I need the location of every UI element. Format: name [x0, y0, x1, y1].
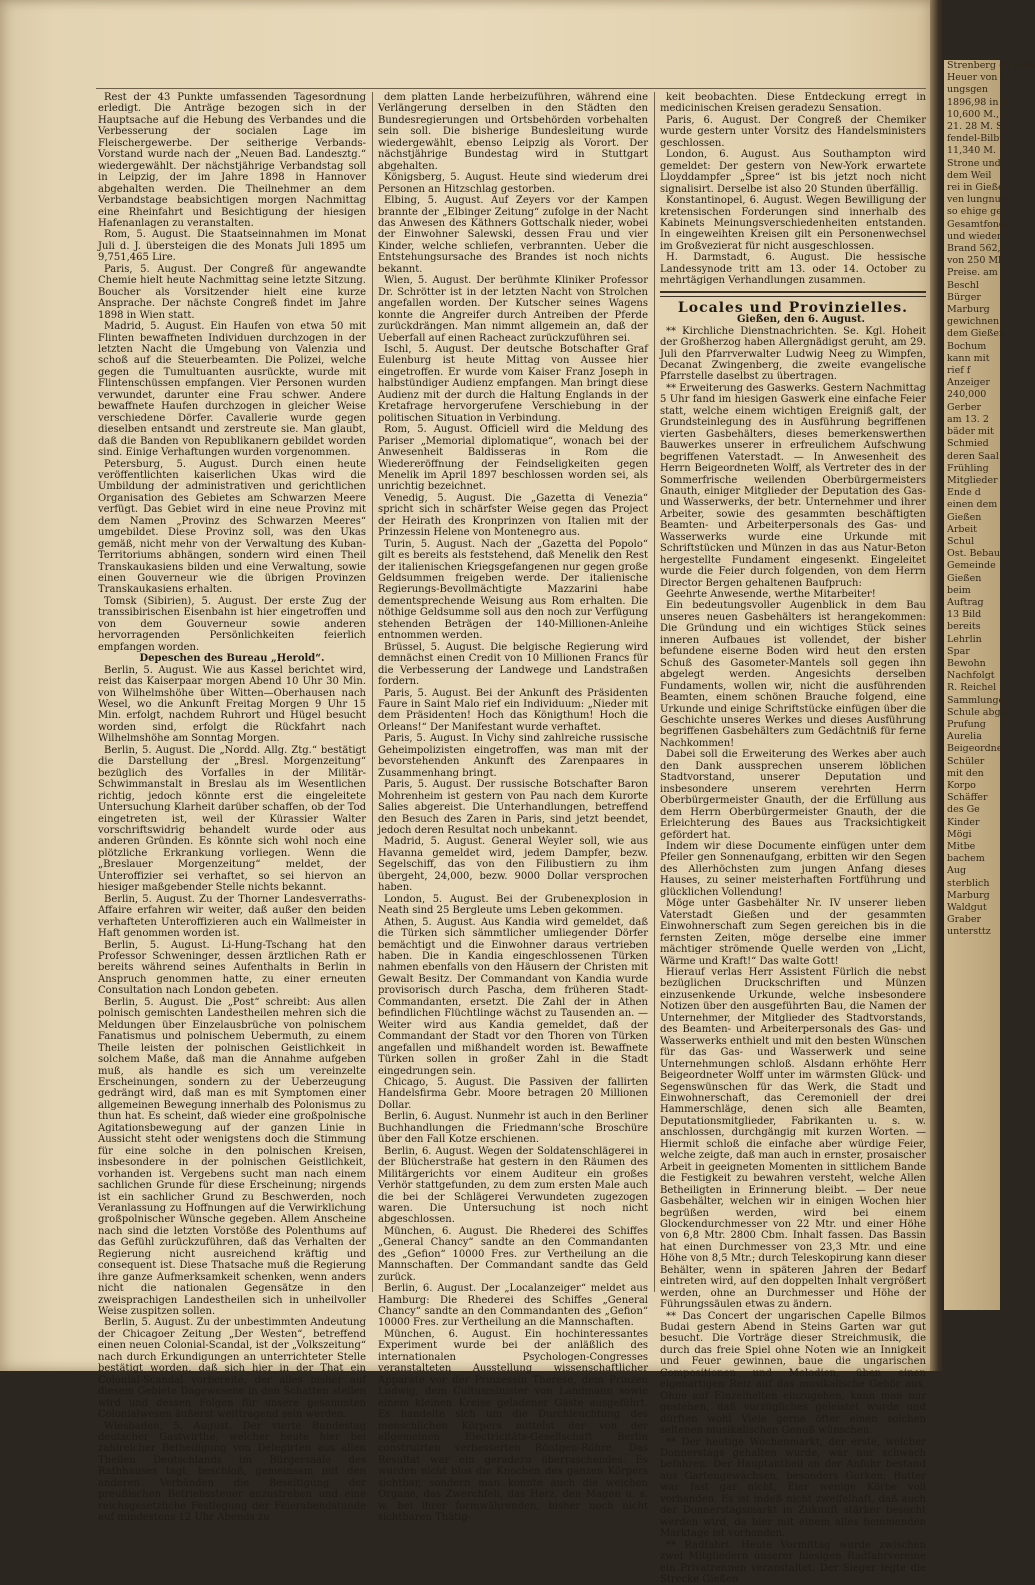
adjacent-page-line: Bochum	[947, 340, 987, 352]
article-paragraph: Berlin, 5. August. Zu der unbestimmten Andeutung der Chicagoer Zeitung „Der Westen“, betreffend einen neuen Colonial-Scandal, ist der „Volkszeitung“ nach durch Erkundigungen an unterrichteter Stelle bestätigt worden, daß sich hier in der That ein Colonial-Scandal vorbereite, der alles bisher auf diesem Gebiete Dagewesene in den Schatten stellen wird und dessen Folgen für unsere gesammten Colonialwesen äußerst weittragend sein werden.	[98, 1317, 366, 1421]
article-paragraph: ** Der heutige Wochenmarkt, der erste, welcher Donnerstags gehalten wurde, war nur schwach befahren. Der Hauptantheil an der Anfuhr bestand aus Gartengewächsen, besonders Gurken; Butter war fast gar nicht, Eier wenige Körbe voll vorhanden. Es ist indeß nicht zweifelhaft, daß auch der Donnerstagsmarkt in Zukunft stärker besucht werden wird, da hier mit einem alles hemmenden Marktage ist vorhanden.	[660, 1436, 926, 1540]
adjacent-page-line: rief f	[947, 365, 971, 377]
adjacent-page-line: 21. 28 M. Str	[947, 121, 1011, 133]
article-paragraph: Turin, 5. August. Nach der „Gazetta del Popolo“ gilt es bereits als feststehend, daß Menelik den Rest der italienischen Kriegsgefangenen nur gegen große Geldsummen freigeben werde. Der italienische Regierungs-Bevollmächtigte Mazzarini habe dementsprechende Weisung aus Rom erhalten. Die nöthige Geldsumme soll aus den noch zur Verfügung stehenden Beträgen der 140-Millionen-Anleihe entnommen werden.	[378, 538, 648, 642]
article-paragraph: Madrid, 5. August. Ein Haufen von etwa 50 mit Flinten bewaffneten Individuen durchzogen in der letzten Nacht die Umgebung von Valenzia und schoß auf die Steuerbeamten. Die Polizei, welche gegen die Tumultuanten ausrückte, wurde mit Flintenschüssen empfangen. Vier Personen wurden verwundet, darunter eine Frau schwer. Andere bewaffnete Haufen durchzogen in gleicher Weise verschiedene Dörfer. Cavallerie wurde gegen dieselben entsandt und zerstreute sie. Man glaubt, daß die Banden von Republikanern gebildet worden sind. Einige Verhaftungen wurden vorgenommen.	[98, 321, 366, 459]
adjacent-page-line: 10,600 M., in	[947, 108, 1012, 120]
column-rule-2	[654, 92, 655, 1292]
adjacent-page-line: am 13. 2	[947, 413, 989, 425]
adjacent-page-line: des Ge	[947, 804, 980, 816]
adjacent-page-line: einen dem	[947, 499, 998, 511]
article-paragraph: Wien, 5. August. Der berühmte Kliniker Professor Dr. Schrötter ist in der letzten Nacht von Strolchen angefallen worden. Der Kutscher seines Wagens konnte die Angreifer durch Antreiben der Pferde zurückdrängen. Man nimmt allgemein an, daß der Ueberfall auf einen Racheact zurückzuführen sei.	[378, 275, 648, 344]
article-paragraph: Dabei soll die Erweiterung des Werkes aber auch den Dank aussprechen unserem löblichen Stadtvorstand, unserer Deputation und insbesondere unserem verehrten Herrn Oberbürgermeister Gnauth, der die Erfüllung aus dem Herrn Oberbürgermeister Gnauth, der die Erleichterung des Baues aus Tracksichtigkeit gefördert hat.	[660, 749, 926, 841]
adjacent-page-line: Marburg	[947, 889, 990, 901]
adjacent-page-line: Frühling	[947, 462, 989, 474]
article-paragraph: Venedig, 5. August. Die „Gazetta di Venezia“ spricht sich in schärfster Weise gegen das Project der Heirath des Kronprinzen von Italien mit der Prinzessin Helene von Montenegro aus.	[378, 492, 648, 539]
article-paragraph: Tomsk (Sibirien), 5. August. Der erste Zug der transsibirischen Eisenbahn ist hier eingetroffen und von dem Gouverneur sowie anderen hervorragenden Persönlichkeiten feierlich empfangen worden.	[98, 595, 366, 653]
adjacent-page-line: bereits	[947, 621, 981, 633]
article-paragraph: H. Darmstadt, 6. August. Die hessische Landessynode tritt am 13. oder 14. October zu mehrtägigen Verhandlungen zusammen.	[660, 252, 926, 287]
article-paragraph: Berlin, 6. August. Der „Localanzeiger“ meldet aus Hamburg: Die Rhederei des Schiffes „General Chancy“ sandte an den Commandanten des „Gefion“ 10000 Fres. zur Vertheilung an die Mannschaften.	[378, 1283, 648, 1329]
adjacent-page-line: Heuer von 150	[947, 72, 1019, 84]
adjacent-page-line: Beigeordnet	[947, 743, 1007, 755]
adjacent-page-line: 240,000	[947, 389, 987, 401]
adjacent-page-line: 11,340 M.	[947, 145, 997, 157]
adjacent-page-line: Strone und	[947, 157, 1001, 169]
column-3	[660, 92, 926, 1585]
article-paragraph: Hierauf verlas Herr Assistent Fürlich die nebst bezüglichen Druckschriften und Münzen einzusenkende Urkunde, welche insbesondere Notizen über den ausgeführten Bau, die Namen der Unternehmer, der Mitglieder des Stadtvorstands, des Beamten- und Arbeiterpersonals des Gas- und Wasserwerks enthielt und mit den besten Wünschen für das Gas- und Wasserwerk und seine Unternehmungen schloß. Alsdann erhöhte Herr Beigeordneter Wolff unter im wärmsten Glück- und Segenswünschen für das Werk, die Stadt und Einwohnerschaft, das Ceremoniell der drei Hammerschläge, denen sich alle Beamten, Deputationsmitglieder, Fabrikanten u. s. w. anschlossen, durchgängig mit kurzen Worten. — Hiermit schloß die einfache aber würdige Feier, welche zeigte, daß man auch in ernster, prosaischer Arbeit in geeigneten Momenten in sittlichem Bande die Festigkeit zu bewahren versteht, welche Allen Betheiligten in Erinnerung bleibt. — Der neue Gasbehälter, welchen wir in einigen Wochen hier begrüßen werden, wird bei einem Glockendurchmesser von 22 Mtr. und einer Höhe von 6,8 Mtr. 2800 Cbm. Inhalt fassen. Das Bassin hat einen Durchmesser von 23,3 Mtr. und eine Höhe von 8,5 Mtr.; durch Teleskopirung kann dieser Behälter, wenn in späteren Jahren der Bedarf eintreten wird, auf den doppelten Inhalt vergrößert werden, ohne an Durchmesser und Höhe der Führungssäulen etwas zu ändern.	[660, 966, 926, 1311]
article-paragraph: Paris, 5. August. Bei der Ankunft des Präsidenten Faure in Saint Malo rief ein Individuum: „Nieder mit dem Präsidenten! Hoch das Königthum! Hoch die Orleans!“ Der Manifestant wurde verhaftet.	[378, 687, 648, 733]
adjacent-page-line: dem Weil	[947, 169, 992, 181]
article-paragraph: Berlin, 5. August. Zu der Thorner Landesverraths-Affaire erfahren wir weiter, daß außer den beiden verhafteten Unteroffizieren auch ein Wallmeister in Haft genommen worden ist.	[98, 893, 366, 940]
adjacent-page-line: Schüler	[947, 755, 985, 767]
adjacent-page-line: Auftrag	[947, 596, 984, 608]
adjacent-page-line: Korpo	[947, 779, 976, 791]
column-rule-1	[372, 92, 373, 1292]
adjacent-page-line: und wieder	[947, 230, 1002, 242]
adjacent-page-line: deren Saal	[947, 450, 999, 462]
adjacent-page-line: 13 Bild	[947, 609, 982, 621]
article-paragraph: London, 6. August. Aus Southampton wird gemeldet: Der gestern von New-York erwartete Lloyddampfer „Spree“ ist bis jetzt noch nicht signalisirt. Derselbe ist also 20 Stunden überfällig.	[660, 149, 926, 195]
column-2	[378, 92, 648, 1524]
adjacent-page-line: Schule abgeb	[947, 706, 1013, 718]
article-paragraph: Indem wir diese Documente einfügen unter dem Pfeiler gen Sonnenaufgang, erbitten wir den Segen des Allerhöchsten zum jungen Anfang dieses Hauses, zu seiner meisterhaften Fortführung und glücklichen Vollendung!	[660, 841, 926, 898]
adjacent-page-line: Gießen	[947, 511, 982, 523]
adjacent-page-line: 1896,98 in b	[947, 96, 1008, 108]
adjacent-page-line: Anzeiger	[947, 377, 990, 389]
adjacent-page-line: Mitbe	[947, 841, 976, 852]
adjacent-page-line: Nachfolgt	[947, 670, 995, 682]
article-paragraph: Berlin, 6. August. Wegen der Soldatenschlägerei in der Blücherstraße hat gestern in den Räumen des Militärgerichts vor einem Auditeur ein großes Verhör stattgefunden, zu dem zum ersten Male auch die bei der Schlägerei Verwundeten zugezogen waren. Die Untersuchung ist noch nicht abgeschlossen.	[378, 1145, 648, 1226]
adjacent-page-line: Beschl	[947, 279, 979, 291]
article-paragraph: Ein bedeutungsvoller Augenblick in dem Bau unseres neuen Gasbehälters ist herangekommen: Die Gründung und ein wichtiges Stück seines inneren Aufbaues ist vollendet, der bisher befundene eiserne Boden wird heut den ersten Schuß des Gasometer-Mantels soll gegen ihn abgelegt werden. Angesichts derselben Fundaments, wollen wir, nicht die ausführenden Beamten, einem schönen Brauche folgend, eine Urkunde und einige Schriftstücke einfügen über die Geschichte unseres Werkes und dieses Ausführung begriffenen Gasbehälters zum Gedächtniß für ferne Nachkommen!	[660, 600, 926, 749]
article-paragraph: München, 6. August. Die Rhederei des Schiffes „General Chancy“ sandte an den Commandanten des „Gefion“ 10000 Fres. zur Vertheilung an die Mannschaften. Der Commandant sandte das Geld zurück.	[378, 1225, 648, 1283]
article-paragraph: Berlin, 6. August. Nunmehr ist auch in den Berliner Buchhandlungen die Friedmann'sche Broschüre über den Fall Kotze erschienen.	[378, 1111, 648, 1146]
article-paragraph: Berlin, 5. August. Die „Nordd. Allg. Ztg.“ bestätigt die Darstellung der „Bresl. Morgenzeitung“ bezüglich des Vorfalles in der Militär-Schwimmanstalt in Breslau als im Wesentlichen richtig, jedoch könnte erst die eingeleitete Untersuchung Klarheit darüber schaffen, ob der Tod eingetreten ist, weil der Kürassier Walter vorschriftswidrig behandelt wurde oder aus anderen Gründen. Es könnte sich wohl noch eine plötzliche Erkrankung vorliegen. Wenn die „Breslauer Morgenzeitung“ meldet, der Unteroffizier sei verhaftet, so sei hiervon an hiesiger maßgebender Stelle nichts bekannt.	[98, 744, 366, 894]
article-paragraph: Brüssel, 5. August. Die belgische Regierung wird demnächst einen Credit von 10 Millionen Francs für die Verbesserung der Landwege und Landstraßen fordern.	[378, 641, 648, 688]
adjacent-page-line: Lehrlin	[947, 633, 982, 645]
adjacent-page-line: Mögi	[947, 828, 972, 840]
article-paragraph: Geehrte Anwesende, werthe Mitarbeiter!	[666, 589, 876, 601]
adjacent-page-line: Spar	[947, 645, 970, 657]
adjacent-page-line: Gemeinde	[947, 560, 996, 572]
adjacent-page-line: so ehige geb	[947, 206, 1008, 218]
article-paragraph: Paris, 6. August. Der Congreß der Chemiker wurde gestern unter Vorsitz des Handelsministers geschlossen.	[660, 114, 926, 149]
article-paragraph: Madrid, 5. August. General Weyler soll, wie aus Havanna gemeldet wird, jedem Dampfer, bezw. Segelschiff, das von den Filibustiern zu ihm übergeht, 24,000, bezw. 9000 Dollar versprochen haben.	[378, 836, 648, 894]
book-gutter	[930, 0, 944, 1371]
adjacent-page-line: ven lungnud	[947, 194, 1007, 206]
adjacent-page-line: Bürger	[947, 291, 981, 303]
adjacent-page-line: Bewohn	[947, 657, 986, 669]
adjacent-page-line: Strenberg (G Bilin	[947, 60, 1035, 71]
dateline: Gießen, den 6. August.	[737, 314, 865, 326]
article-paragraph: dem platten Lande herbeizuführen, während eine Verlängerung derselben in den Städten den Bundesregierungen und Ortsbehörden vorbehalten sein soll. Die bisherige Bundesleitung wurde wiedergewählt, ebenso Leipzig als Vorort. Der nächstjährige Bundestag wird in Stuttgart abgehalten.	[378, 92, 648, 172]
adjacent-page-line: Ost. Bebau	[947, 548, 1000, 560]
adjacent-page-line: Gießen	[947, 572, 982, 584]
adjacent-page-line: Prufung	[947, 718, 986, 730]
adjacent-page-line: Gesamtfonde	[947, 218, 1011, 230]
adjacent-page-line: Waldgut	[947, 902, 987, 914]
article-paragraph: Rest der 43 Punkte umfassenden Tagesordnung erledigt. Die Anträge bezogen sich in der Hauptsache auf die Hebung des Verbandes und die Verbesserung der socialen Lage im Fleischergewerbe. Der seitherige Verbands-Vorstand wurde nach der „Neuen Bad. Landesztg.“ wiedergewählt. Der nächstjährige Verbandstag soll in Leipzig, der im Jahre 1898 in Hannover abgehalten werden. Die Theilnehmer an dem Verbandstage beabsichtigen morgen Nachmittag eine Rheinfahrt und Besichtigung der hiesigen Hafenanlagen zu veranstalten.	[98, 92, 366, 229]
adjacent-page-line: Schäffer	[947, 792, 988, 804]
article-paragraph: Königsberg, 5. August. Heute sind wiederum drei Personen an Hitzschlag gestorben.	[378, 172, 648, 195]
adjacent-page-line: untersttz	[947, 926, 991, 938]
article-paragraph: Paris, 5. August. Der Congreß für angewandte Chemie hielt heute Nachmittag seine letzte Sitzung. Boucher als Vorsitzender hielt eine kurze Ansprache. Der nächste Congreß findet im Jahre 1898 in Wien statt.	[98, 263, 366, 321]
article-paragraph: ** Radfahrt. Heute Vormittag wurde zwischen zwei Mitgliedern unserer hiesigen Radfahrvereine ein Privatrennen veranstaltet. Der Sieger legte die Strecke Gießen	[660, 1539, 926, 1585]
article-paragraph: Ischl, 5. August. Der deutsche Botschafter Graf Eulenburg ist heute Mittag von Aussee hier eingetroffen. Er wurde vom Kaiser Franz Joseph in halbstündiger Audienz empfangen. Man bringt diese Audienz mit der durch die Haltung Englands in der Kretafrage hervorgerufene Verschiebung in der politischen Situation in Verbindung.	[378, 343, 648, 424]
article-paragraph: Petersburg, 5. August. Durch einen heute veröffentlichten kaiserlichen Ukas wird die Umbildung der administrativen und gerichtlichen Organisation des Gebietes am Schwarzen Meere verfügt. Das Gebiet wird in eine neue Provinz mit dem Namen „Provinz des Schwarzen Meeres“ umgebildet. Diese Provinz soll, was den Ukas gemäß, nicht mehr von der Verwaltung des Kuban-Territoriums abhängen, sondern wird einen Theil Transkaukasiens bilden und eine Verwaltung, sowie einen Gouverneur wie die übrigen Provinzen Transkaukasiens erhalten.	[98, 458, 366, 596]
adjacent-page-line: Sammlungen	[947, 694, 1011, 706]
column-1	[98, 92, 366, 1524]
adjacent-page-line: gewichnen	[947, 316, 1000, 328]
article-paragraph: Möge unter Gasbehälter Nr. IV unserer lieben Vaterstadt Gießen und der gesammten Einwohnerschaft zum Segen gereichen bis in die fernsten Zeiten, möge derselbe eine immer mächtiger strömende Quelle werden von „Licht, Wärme und Kraft!“ Das walte Gott!	[660, 898, 926, 967]
adjacent-page-line: dem Gießen	[947, 328, 1006, 340]
article-paragraph: Chicago, 5. August. Die Passiven der fallirten Handelsfirma Gebr. Moore betragen 20 Millionen Dollar.	[378, 1076, 648, 1111]
adjacent-page-line: beim	[947, 584, 971, 596]
article-paragraph: ** Kirchliche Dienstnachrichten. Se. Kgl. Hoheit der Großherzog haben Allergnädigst geruht, am 29. Juli den Pfarrverwalter Ludwig Neeg zu Wimpfen, Decanat Zwingenberg, die zweite evangelische Pfarrstelle daselbst zu übertragen.	[660, 325, 926, 383]
article-paragraph: Rom, 5. August. Officiell wird die Meldung des Pariser „Memorial diplomatique“, wonach bei der Anwesenheit Baldisseras in Rom die Wiedereröffnung der Feindseligkeiten gegen Menelik im April 1897 beschlossen worden sei, als unrichtig bezeichnet.	[378, 424, 648, 493]
top-rule	[96, 88, 926, 89]
section-heading-herold: Depeschen des Bureau „Herold“.	[139, 653, 325, 665]
article-paragraph: Rom, 5. August. Die Staatseinnahmen im Monat Juli d. J. übersteigen die des Monats Juli 1895 um 9,751,465 Lire.	[98, 229, 366, 264]
section-heading-locales: Locales und Provinzielles.	[677, 299, 909, 316]
adjacent-page-line: Schul	[947, 535, 975, 547]
adjacent-page-line: sterblich	[947, 877, 990, 889]
article-paragraph: Berlin, 5. August. Li-Hung-Tschang hat den Professor Schweninger, dessen ärztlichen Rath er bereits während seines Aufenthalts in Berlin in Anspruch genommen hatte, zu einer erneuten Consultation nach London gebeten.	[98, 939, 366, 997]
adjacent-page-line: Aurelia	[947, 731, 982, 743]
adjacent-page-line: ungsgen	[947, 84, 989, 96]
adjacent-page-line: Graber	[947, 914, 982, 926]
adjacent-page-line: Mitglieder	[947, 474, 998, 486]
article-paragraph: ** Erweiterung des Gaswerks. Gestern Nachmittag 5 Uhr fand im hiesigen Gaswerk eine einfache Feier statt, welche einem wichtigen Ereigniß galt, der Grundsteinlegung des in Ausführung begriffenen vierten Gasbehälters, dieses bemerkenswerthen Bauwerkes unserer in erfreulichem Aufschwung begriffenen Vaterstadt. — In Anwesenheit des Herrn Beigeordneten Wolff, als Vertreter des in der Sommerfrische weilenden Oberbürgermeisters Gnauth, einiger Mitglieder der Deputation des Gas- und Wasserwerks, der betr. Unternehmer und ihrer Arbeiter, sowie des gesammten beschäftigten Beamten- und Arbeiterpersonals des Gas- und Wasserwerks wurde eine Urkunde mit Schriftstücken und Münzen in das aus Natur-Beton hergestellte Fundament eingesenkt. Eingeleitet wurde die Feier durch folgenden, von dem Herrn Director Bergen gehaltenen Baufpruch:	[660, 382, 926, 589]
adjacent-page-line: Aug	[947, 865, 967, 877]
article-paragraph: Paris, 5. August. Der russische Botschafter Baron Mohrenheim ist gestern von Pau nach dem Kurorte Salies abgereist. Die Unterhandlungen, betreffend den Besuch des Zaren in Paris, sind jetzt beendet, jedoch deren Resultat noch unbekannt.	[378, 779, 648, 836]
adjacent-page-fragment	[944, 60, 1035, 1310]
adjacent-page-line: rei in Gießen	[947, 182, 1010, 194]
article-paragraph: Berlin, 5. August. Die „Post“ schreibt: Aus allen polnisch gemischten Landestheilen mehren sich die Meldungen über Einzelausbrüche von polnischem Fanatismus und polnischem Uebermuth, zu einem Theile leisten der polnischen Geistlichkeit in solchem Maße, daß man die Annahme aufgeben muß, als handle es sich um vereinzelte Erscheinungen, sondern zu der Ueberzeugung gedrängt wird, daß man es mit Symptomen einer allgemeinen Bewegung innerhalb des Polonismus zu thun hat. Es scheint, daß wieder eine großpolnische Agitationsbewegung auf der ganzen Linie in Aussicht steht oder wenigstens doch die Stimmung für eine solche in den polnischen Kreisen, insbesondere in der polnischen Geistlichkeit, vorhanden ist. Vergebens sucht man nach einem sachlichen Grunde für diese Erscheinung; nirgends ist ein sachlicher Grund zu Beschwerden, noch Veranlassung zu Hoffnungen auf die Verwirklichung großpolnischer Wünsche gegeben. Allem Anscheine nach sind die letzten Vorstöße des Polenthums auf das Gefühl zurückzuführen, daß das Verhalten der Regierung nicht ausreichend kräftig und consequent ist. Diese Thatsache muß die Regierung ihre ganze Aufmerksamkeit schenken, wenn anders nicht die nationalen Gegensätze in den zweisprachigen Landestheilen sich in unheilvoller Weise zuspitzen sollen.	[98, 996, 366, 1318]
article-paragraph: ** Das Concert der ungarischen Capelle Bilmos Budai gestern Abend in Steins Garten war gut besucht. Die Vorträge dieser Streichmusik, die durch das freie Spiel ohne Noten wie an Innigkeit und Feuer gewinnen, baue die ungarischen Compositionen und Melodien, üben einen eigenartigen Reiz auf das musikalische Gehör aus. Ohne auf Einzelheiten einzugehen, kann man nur gestehen, daß vorzügliches geleistet wurde und dürften wohl Viele gerne öfter einen solchen seltenen musikalischen Genuß wünschen.	[660, 1310, 926, 1437]
article-paragraph: Wiesbaden, 5. August. Der vierte Bundestag deutscher Gastwirthe, welcher heute hier bei zahlreicher Betheiligung von Delegirten aus allen Theilen Deutschlands im Bürgersaale des Rathhauses tagt, beschloß, gemeinsam mit den anderen Verbänden die Beseitigung der preußischen Betriebssteuer anzustreben und eine reichsgesetzliche Festlegung der Feierabendstunde auf mindestens 12 Uhr Abends zu	[98, 1420, 366, 1524]
article-paragraph: keit beobachten. Diese Entdeckung erregt in medicinischen Kreisen geradezu Sensation.	[660, 92, 926, 115]
adjacent-page-line: R. Reichel	[947, 682, 997, 694]
adjacent-page-line: kann mit	[947, 352, 990, 364]
article-paragraph: Elbing, 5. August. Auf Zeyers vor der Kampen brannte der „Elbinger Zeitung“ zufolge in der Nacht das Anwesen des Käthners Gottschalk nieder, wobei der Einwohner Salewski, dessen Frau und vier Kinder, welche schliefen, verbrannten. Ueber die Entstehungsursache des Brandes ist noch nichts bekannt.	[378, 195, 648, 275]
adjacent-page-line: fendel-Bilbt	[947, 133, 1004, 145]
adjacent-page-line: Gerber	[947, 401, 981, 413]
adjacent-page-line: von 250 Ml	[947, 255, 1002, 267]
article-paragraph: München, 6. August. Ein hochinteressantes Experiment wurde bei der anläßlich des internationalen Psychologen-Congresses veranstalteten Ausstellung wissenschaftlicher Apparate vor der Prinzessin Therese, dem Prinzen Ludwig, dem Cultusminister von Landmann sowie einem kleinen Kreise geladener Gäste ausgeführt. Es handelte sich um die Durchleuchtung des menschlichen Körpers mittelst der von der allgemeinen Electricitäts-Gesellschaft Berlin construirten verbesserten Röntgen-Röhre. Das Resultat war ein geradezu überraschendes. Es wurden nicht blos die Knochen des ganzen Körpers sichtbar, sondern man konnte auch die weichen Organe, das Zwerchfell, das Herz, den Magen u. s. w. bei ihrer formwährenden, bisher noch nicht sichtbaren Thätig-	[378, 1328, 648, 1524]
adjacent-page-line: bachem	[947, 853, 985, 865]
adjacent-page-line: Kinder	[947, 816, 980, 828]
article-paragraph: Paris, 5. August. In Vichy sind zahlreiche russische Geheimpolizisten eingetroffen, was man mit der bevorstehenden Ankunft des Zarenpaares in Zusammenhang bringt.	[378, 733, 648, 779]
article-paragraph: Athen, 5. August. Aus Kandia wird gemeldet, daß die Türken sich sämmtlicher umliegender Dörfer bemächtigt und die Einwohner daraus vertrieben haben. Die in Kandia eingeschlossenen Türken nahmen ebenfalls von den Häusern der Christen mit Gewalt Besitz. Der Commandant von Kandia wurde provisorisch durch Pascha, dem früheren Stadt-Commandanten, ersetzt. Die Zahl der in Athen befindlichen Flüchtlinge wächst zu Tausenden an. — Weiter wird aus Kandia gemeldet, daß der Commandant der Stadt vor den Thoren von Türken angefallen und mißhandelt worden ist. Bewaffnete Türken sollen in großer Zahl in die Stadt eingedrungen sein.	[378, 916, 648, 1077]
adjacent-page-line: mit den	[947, 767, 984, 779]
adjacent-page-line: Schmied	[947, 438, 989, 450]
article-paragraph: London, 5. August. Bei der Grubenexplosion in Neath sind 25 Bergleute ums Leben gekommen.	[378, 893, 648, 917]
adjacent-page-line: Marburg	[947, 304, 990, 316]
adjacent-page-line: bäder mit	[947, 426, 994, 438]
adjacent-page-line: Arbeit	[947, 523, 977, 535]
article-paragraph: Konstantinopel, 6. August. Wegen Bewilligung der kretensischen Forderungen sind innerhalb des Kabinets Meinungsverschiedenheiten entstanden. In eingeweihten Kreisen gilt ein Personenwechsel im Großvezierat für nicht ausgeschlossen.	[660, 195, 926, 252]
article-paragraph: Berlin, 5. August. Wie aus Kassel berichtet wird, reist das Kaiserpaar morgen Abend 10 Uhr 30 Min. von Wilhelmshöhe über Witten—Oberhausen nach Wesel, wo die Ankunft Freitag Morgen 9 Uhr 15 Min. erfolgt, nachdem Ruhrort und Hügel besucht worden sind, erfolgt die Rückfahrt nach Wilhelmshöhe am Sonntag Morgen.	[98, 664, 366, 745]
adjacent-page-line: Ende d	[947, 487, 981, 499]
section-divider	[660, 291, 926, 297]
adjacent-page-line: Brand 562,	[947, 243, 1001, 255]
adjacent-page-line: Preise. am	[947, 267, 998, 279]
